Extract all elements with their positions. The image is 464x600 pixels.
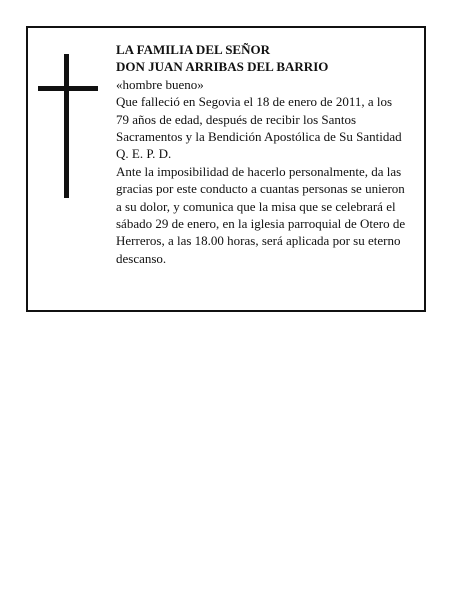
heading-deceased-name: DON JUAN ARRIBAS DEL BARRIO	[116, 59, 329, 75]
deceased-nickname: «hombre bueno»	[116, 76, 204, 92]
notice-text	[116, 41, 424, 267]
death-details-line-2: 79 años de edad, después de recibir los Santos	[116, 111, 357, 127]
thanks-line-3: a su dolor, y comunica que la misa que se celebrará el	[116, 198, 396, 214]
death-details-line-3: Sacramentos y la Bendición Apostólica de Su Santidad	[116, 129, 402, 145]
cross-horizontal-bar	[38, 86, 98, 91]
thanks-line-1: Ante la imposibilidad de hacerlo personalmente, da las	[116, 163, 402, 179]
cross-icon	[38, 54, 98, 198]
cross-vertical-bar	[64, 54, 69, 198]
obituary-notice	[26, 26, 426, 312]
thanks-line-4: sábado 29 de enero, en la iglesia parroquial de Otero de	[116, 216, 406, 232]
thanks-line-5: Herreros, a las 18.00 horas, será aplicada por su eterno	[116, 233, 401, 249]
death-details-line-1: Que falleció en Segovia el 18 de enero de 2011, a los	[116, 94, 393, 110]
thanks-line-6: descanso.	[116, 250, 167, 266]
thanks-line-2: gracias por este conducto a cuantas personas se unieron	[116, 181, 405, 197]
death-details-line-4: Q. E. P. D.	[116, 146, 172, 162]
heading-family: LA FAMILIA DEL SEÑOR	[116, 42, 270, 57]
